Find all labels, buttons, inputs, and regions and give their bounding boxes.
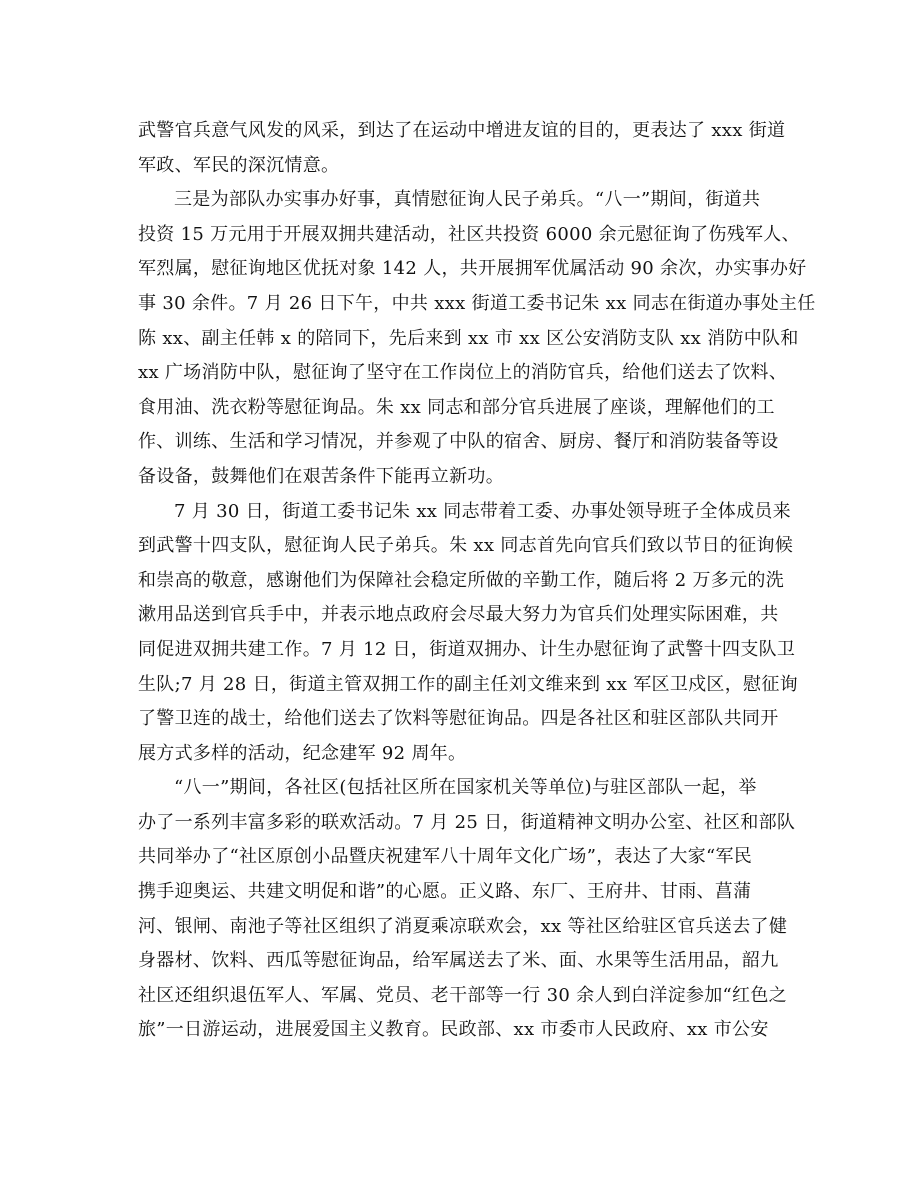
text-line: xx 广场消防中队，慰征询了坚守在工作岗位上的消防官兵，给他们送去了饮料、 bbox=[138, 362, 788, 384]
text-line: 武警官兵意气风发的风采，到达了在运动中增进友谊的目的，更表达了 xxx 街道 bbox=[138, 120, 786, 141]
text-line: 食用油、洗衣粉等慰征询品。朱 xx 同志和部分官兵进展了座谈，理解他们的工 bbox=[138, 396, 775, 418]
text-line: 陈 xx、副主任韩 x 的陪同下，先后来到 xx 市 xx 区公安消防支队 xx 消防中队和 bbox=[138, 327, 799, 349]
text-line: 办了一系列丰富多彩的联欢活动。7 月 25 日，街道精神文明办公室、社区和部队 bbox=[138, 811, 796, 833]
text-line: 河、银闸、南池子等社区组织了消夏乘凉联欢会，xx 等社区给驻区官兵送去了健 bbox=[138, 915, 788, 937]
text-line: 旅”一日游运动，进展爱国主义教育。民政部、xx 市委市人民政府、xx 市公安 bbox=[138, 1019, 769, 1041]
text-line: 和崇高的敬意，感谢他们为保障社会稳定所做的辛勤工作，随后将 2 万多元的洗 bbox=[138, 569, 784, 591]
text-line: 到武警十四支队，慰征询人民子弟兵。朱 xx 同志首先向官兵们致以节日的征询候 bbox=[138, 535, 794, 557]
text-line: 共同举办了“社区原创小品暨庆祝建军八十周年文化广场”，表达了大家“军民 bbox=[138, 846, 753, 868]
text-line: 社区还组织退伍军人、军属、党员、老干部等一行 30 余人到白洋淀参加“红色之 bbox=[138, 984, 787, 1006]
text-line: 同促进双拥共建工作。7 月 12 日，街道双拥办、计生办慰征询了武警十四支队卫 bbox=[138, 638, 796, 660]
text-line: 军政、军民的深沉情意。 bbox=[138, 154, 340, 176]
paragraph-first-line: 7 月 30 日，街道工委书记朱 xx 同志带着工委、办事处领导班子全体成员来 bbox=[174, 500, 791, 522]
text-line: 作、训练、生活和学习情况，并参观了中队的宿舍、厨房、餐厅和消防装备等设 bbox=[138, 431, 779, 453]
text-line: 漱用品送到官兵手中，并表示地点政府会尽最大努力为官兵们处理实际困难，共 bbox=[138, 604, 779, 626]
text-line: 携手迎奥运、共建文明促和谐”的心愿。正义路、东厂、王府井、甘雨、菖蒲 bbox=[138, 881, 752, 903]
text-line: 投资 15 万元用于开展双拥共建活动，社区共投资 6000 余元慰征询了伤残军人、 bbox=[138, 223, 800, 245]
text-line: 身器材、饮料、西瓜等慰征询品，给军属送去了米、面、水果等生活用品，韶九 bbox=[138, 950, 779, 972]
text-line: 备设备，鼓舞他们在艰苦条件下能再立新功。 bbox=[138, 465, 504, 487]
text-line: 展方式多样的活动，纪念建军 92 周年。 bbox=[138, 742, 467, 764]
paragraph-first-line: 三是为部队办实事办好事，真情慰征询人民子弟兵。“八一”期间，街道共 bbox=[174, 189, 761, 211]
text-line: 生队;7 月 28 日，街道主管双拥工作的副主任刘文维来到 xx 军区卫戍区，慰征询 bbox=[138, 673, 798, 695]
text-line: 了警卫连的战士，给他们送去了饮料等慰征询品。四是各社区和驻区部队共同开 bbox=[138, 708, 779, 730]
document-body bbox=[138, 114, 816, 1048]
paragraph-first-line: “八一”期间，各社区(包括社区所在国家机关等单位)与驻区部队一起，举 bbox=[174, 777, 757, 799]
text-line: 事 30 余件。7 月 26 日下午，中共 xxx 街道工委书记朱 xx 同志在街道办事处主任 bbox=[138, 292, 816, 314]
text-line: 军烈属，慰征询地区优抚对象 142 人，共开展拥军优属活动 90 余次，办实事办好 bbox=[138, 258, 807, 280]
